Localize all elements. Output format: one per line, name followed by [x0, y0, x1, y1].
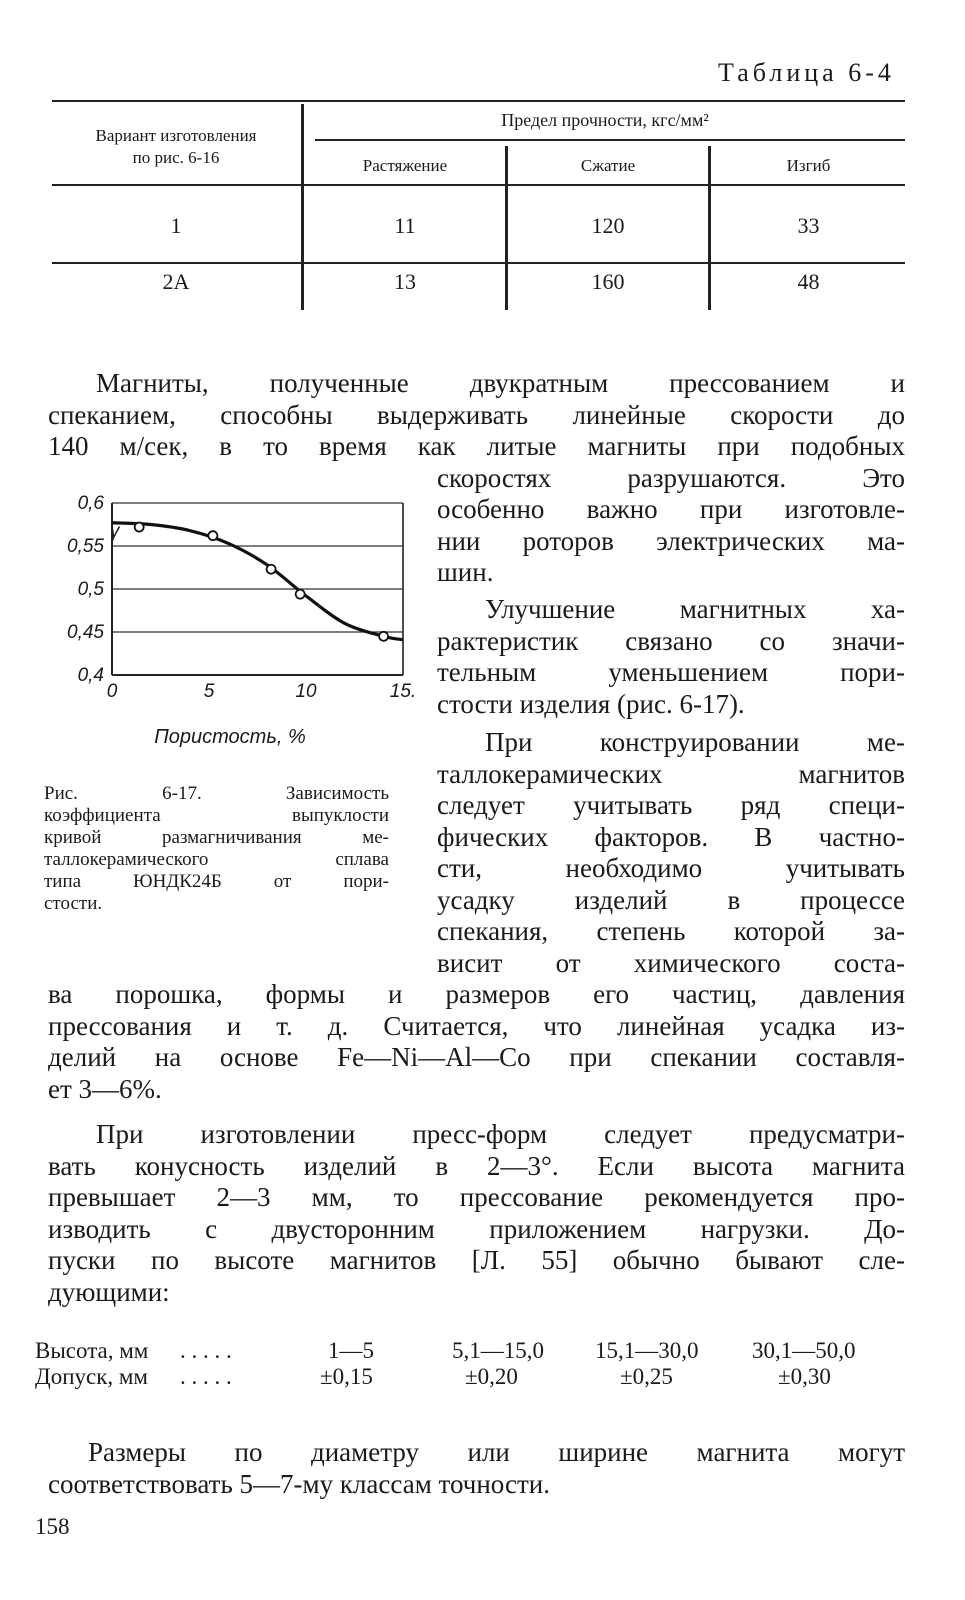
table-vertical-rule [301, 104, 304, 310]
table-cell-compression: 120 [591, 213, 625, 238]
table-header-rule [315, 139, 905, 141]
text-line: Магниты, полученные двукратным прессованием и [96, 368, 905, 398]
chart-data-point [208, 531, 217, 540]
figure-caption [44, 783, 389, 915]
chart-grid [112, 503, 403, 675]
porosity-chart [30, 485, 430, 760]
text-line: дующими: [48, 1276, 170, 1307]
tolerance-label: Допуск, мм [35, 1364, 148, 1389]
text-line: следует учитывать ряд специ- [437, 790, 905, 820]
caption-line: типа ЮНДК24Б от пори- [44, 871, 389, 892]
tolerance-height-value: 1—5 [328, 1338, 374, 1363]
table-header-bending: Изгиб [786, 156, 831, 175]
table-cell-variant: 1 [170, 213, 182, 238]
text-line: При изготовлении пресс-форм следует предусматри- [96, 1119, 905, 1149]
table-header-variant-line: Вариант изготовления [95, 126, 257, 145]
caption-line: стости. [44, 893, 103, 914]
text-line: таллокерамических магнитов [437, 758, 905, 789]
chart-y-tick-label: 0,55 [67, 536, 104, 557]
chart-data-point [135, 523, 144, 532]
text-line: висит от химического соста- [437, 947, 905, 978]
text-line: шин. [437, 557, 494, 587]
text-line: превышает 2—3 мм, то прессование рекомендуется про- [48, 1182, 905, 1212]
text-line: 140 м/сек, в то время как литые магниты при подобных [48, 431, 905, 461]
paragraph-accuracy [48, 1437, 905, 1500]
text-line: стости изделия (рис. 6-17). [437, 688, 745, 719]
chart-series-line [112, 523, 403, 640]
tolerance-value: ±0,25 [620, 1364, 673, 1389]
tolerance-height-value: 15,1—30,0 [595, 1338, 699, 1363]
caption-line: таллокерамического сплава [44, 849, 389, 870]
table-cell-bending: 33 [797, 213, 820, 238]
table-header-variant-line: по рис. 6-16 [132, 148, 220, 167]
table-cell-variant: 2А [162, 269, 190, 294]
text-line: усадку изделий в процессе [437, 884, 905, 915]
table-header-variant [52, 125, 300, 169]
chart-x-tick-label: 15. [389, 681, 417, 702]
chart-points [135, 523, 388, 641]
table-cell-bending: 48 [797, 269, 820, 294]
page-number: 158 [35, 1514, 70, 1539]
paragraph-porosity [437, 594, 905, 720]
text-line: Улучшение магнитных ха- [485, 594, 905, 624]
table-header-compression: Сжатие [580, 156, 636, 175]
tolerance-dots: . . . . . [180, 1338, 232, 1363]
text-line: тельным уменьшением пори- [437, 657, 905, 687]
table-cell-tension: 11 [394, 213, 416, 238]
text-line: спекания, степень которой за- [437, 916, 905, 946]
table-cell-tension: 13 [394, 269, 416, 294]
chart-data-point [296, 590, 305, 599]
text-line: ва порошка, формы и размеров его частиц, давления [48, 979, 905, 1009]
text-line: сти, необходимо учитывать [437, 853, 905, 883]
table-header-bottom-rule [52, 184, 905, 186]
table-header-strength: Предел прочности, кгс/мм² [501, 110, 709, 130]
table-vertical-rule [708, 146, 711, 310]
table-vertical-rule [505, 146, 508, 310]
figure-6-17 [30, 485, 430, 760]
text-line: Размеры по диаметру или ширине магнита могут [88, 1437, 905, 1467]
chart-y-tick-label: 0,4 [77, 665, 104, 686]
text-line: рактеристик связано со значи- [437, 625, 905, 656]
tolerance-dots: . . . . . [180, 1364, 232, 1389]
caption-line: кривой размагничивания ме- [44, 827, 389, 848]
text-line: ет 3—6%. [48, 1073, 162, 1104]
table-row-rule [52, 262, 905, 264]
caption-line: Рис. 6-17. Зависимость [44, 783, 389, 804]
tolerance-value: ±0,15 [320, 1364, 373, 1389]
text-line: соответствовать 5—7-му классам точности. [48, 1468, 550, 1499]
chart-data-point [379, 632, 388, 641]
chart-x-tick-label: 0 [106, 681, 118, 702]
table-header-tension: Растяжение [362, 156, 448, 175]
table-cell-compression: 160 [591, 269, 625, 294]
chart-x-tick-label: 10 [295, 681, 317, 702]
chart-x-tick-label: 5 [203, 681, 215, 702]
text-line: скоростях разрушаются. Это [437, 462, 905, 493]
chart-data-point [267, 565, 276, 574]
chart-y-tick-label: 0,45 [67, 622, 104, 643]
text-line: вать конусность изделий в 2—3°. Если высота магнита [48, 1150, 905, 1181]
text-line: спеканием, способны выдерживать линейные скорости до [48, 399, 905, 430]
text-line: прессования и т. д. Считается, что линейная усадка из- [48, 1010, 905, 1041]
text-line: особенно важно при изготовле- [437, 494, 905, 524]
chart-y-ticks [67, 493, 104, 686]
chart-y-tick-label: 0,6 [77, 493, 104, 514]
chart-x-ticks [107, 681, 417, 702]
tolerance-height-value: 5,1—15,0 [452, 1338, 544, 1363]
tolerance-height-label: Высота, мм [35, 1338, 149, 1363]
chart-curve [112, 523, 403, 640]
tolerance-height-value: 30,1—50,0 [752, 1338, 856, 1363]
chart-series-label: γ [110, 521, 120, 542]
text-line: При конструировании ме- [485, 727, 905, 757]
caption-line: коэффициента выпуклости [44, 805, 389, 826]
table-label: Таблица 6-4 [718, 58, 895, 87]
text-line: изводить с двусторонним приложением нагрузки. До- [48, 1213, 905, 1244]
tolerance-value: ±0,20 [465, 1364, 518, 1389]
text-line: нии роторов электрических ма- [437, 525, 905, 556]
paragraph-design-continued [48, 979, 905, 1105]
paragraph-intro [48, 368, 905, 463]
chart-y-tick-label: 0,5 [77, 579, 104, 600]
paragraph-design [437, 727, 905, 979]
text-line: фических факторов. В частно- [437, 821, 905, 852]
chart-x-axis-title: Пористость, % [154, 726, 306, 748]
paragraph-intro-continued [437, 463, 905, 589]
tolerance-value: ±0,30 [778, 1364, 831, 1389]
paragraph-press-forms [48, 1119, 905, 1308]
text-line: делий на основе Fe—Ni—Al—Co при спекании составля- [48, 1042, 905, 1072]
text-line: пуски по высоте магнитов [Л. 55] обычно бывают сле- [48, 1245, 905, 1275]
table-top-rule [52, 100, 905, 102]
